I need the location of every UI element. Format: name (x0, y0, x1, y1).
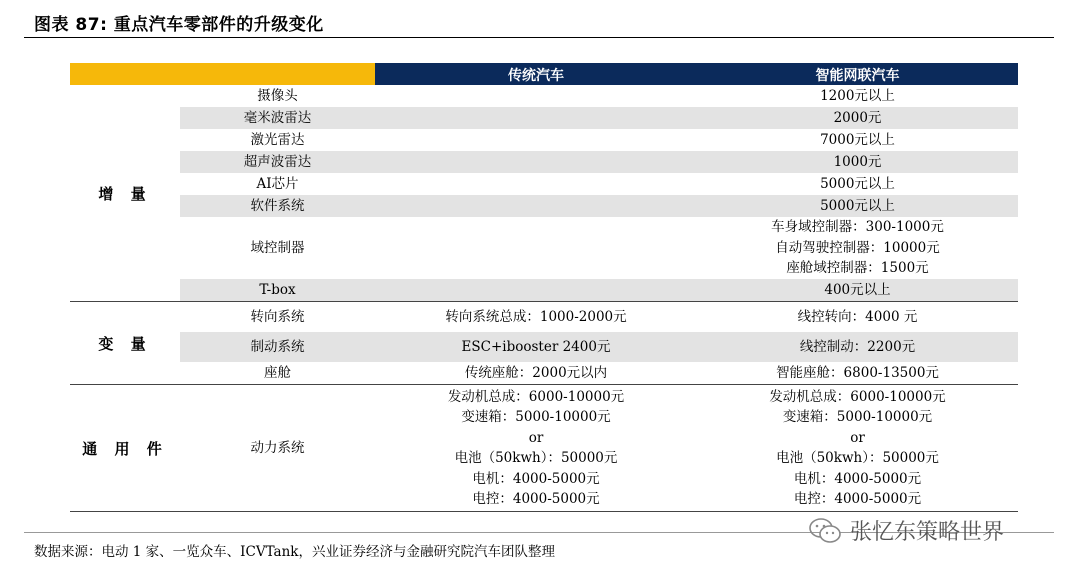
table-row (180, 279, 1018, 301)
smart-cell (697, 217, 1018, 279)
smart-cell (697, 302, 1018, 332)
item-cell: 座舱 (264, 364, 291, 381)
table-row (180, 195, 1018, 217)
cell-line: 发动机总成：6000-10000元 (769, 388, 946, 405)
smart-cell (697, 129, 1018, 151)
cell-line: 7000元以上 (820, 131, 895, 148)
smart-cell (697, 279, 1018, 301)
cell-line: 电机：4000-5000元 (793, 470, 922, 487)
item-cell: AI芯片 (256, 175, 299, 192)
smart-cell (697, 195, 1018, 217)
section-0 (70, 85, 1018, 302)
group-label: 通 用 件 (82, 439, 168, 458)
cell-line: 传统座舱：2000元以内 (464, 364, 608, 381)
header-traditional: 传统汽车 (508, 68, 564, 84)
table-row (180, 151, 1018, 173)
smart-cell (697, 385, 1018, 511)
cell-line: 变速箱：5000-10000元 (461, 409, 611, 425)
cell-line: 2000元 (833, 109, 882, 126)
traditional-cell (375, 217, 697, 279)
traditional-cell (375, 173, 697, 195)
item-cell: 制动系统 (250, 338, 305, 355)
cell-line: 5000元以上 (820, 197, 895, 214)
wechat-icon (808, 516, 842, 546)
cell-line: 5000元以上 (820, 175, 895, 192)
cell-line: 电池（50kwh）：50000元 (776, 450, 939, 466)
cell-line: 转向系统总成：1000-2000元 (445, 308, 627, 325)
cell-line: 电池（50kwh）：50000元 (454, 450, 618, 466)
item-cell: 毫米波雷达 (243, 109, 312, 126)
smart-cell (697, 85, 1018, 107)
traditional-cell (375, 85, 697, 107)
table-row (180, 129, 1018, 151)
cell-line: 智能座舱：6800-13500元 (776, 364, 939, 381)
cell-line: 座舱域控制器：1500元 (786, 260, 929, 277)
cell-line: 线控转向：4000 元 (797, 308, 918, 325)
cell-line: 变速箱：5000-10000元 (782, 409, 933, 425)
cell-line: 电控：4000-5000元 (472, 491, 600, 507)
watermark (808, 515, 1004, 546)
smart-cell (697, 107, 1018, 129)
cell-line: 400元以上 (824, 281, 891, 298)
item-cell: T-box (259, 281, 296, 298)
cell-line: 电机：4000-5000元 (472, 470, 600, 487)
item-cell: 超声波雷达 (243, 153, 312, 170)
watermark-text: 张忆东策略世界 (850, 520, 1005, 545)
item-cell: 摄像头 (257, 87, 298, 104)
traditional-cell (375, 195, 697, 217)
parts-upgrade-table (70, 63, 1018, 512)
cell-line: 发动机总成：6000-10000元 (447, 388, 625, 405)
traditional-cell (375, 279, 697, 301)
cell-line: 1000元 (833, 153, 882, 170)
header-smart: 智能网联汽车 (815, 68, 900, 84)
cell-line: 线控制动：2200元 (799, 338, 916, 355)
cell-line: 电控：4000-5000元 (793, 491, 922, 507)
source-note: 数据来源：电动 1 家、一览众车、ICVTank，兴业证券经济与金融研究院汽车团队整理 (34, 544, 555, 560)
item-cell: 转向系统 (250, 308, 305, 325)
table-row (180, 302, 1018, 332)
smart-cell (697, 173, 1018, 195)
cell-line: or (528, 429, 544, 446)
cell-line: ESC+ibooster 2400元 (461, 338, 611, 355)
cell-line: or (850, 429, 865, 446)
traditional-cell (375, 362, 697, 384)
section-2 (70, 385, 1018, 512)
table-row (180, 85, 1018, 107)
table-row (180, 173, 1018, 195)
item-cell: 软件系统 (250, 197, 305, 214)
section-1 (70, 302, 1018, 385)
figure-title: 图表 87: 重点汽车零部件的升级变化 (34, 15, 324, 35)
group-label: 变 量 (98, 334, 152, 353)
table-row (180, 332, 1018, 362)
table-row (180, 107, 1018, 129)
traditional-cell (375, 151, 697, 173)
traditional-cell (375, 129, 697, 151)
table-row (180, 385, 1018, 511)
group-label: 增 量 (98, 184, 152, 203)
table-row (180, 217, 1018, 279)
cell-line: 1200元以上 (820, 87, 895, 104)
cell-line: 车身域控制器：300-1000元 (771, 219, 944, 236)
traditional-cell (375, 107, 697, 129)
item-cell: 动力系统 (250, 439, 305, 456)
table-row (180, 362, 1018, 384)
cell-line: 自动驾驶控制器：10000元 (775, 239, 940, 256)
smart-cell (697, 332, 1018, 362)
item-cell: 激光雷达 (250, 131, 305, 148)
smart-cell (697, 362, 1018, 384)
smart-cell (697, 151, 1018, 173)
item-cell: 域控制器 (250, 239, 305, 256)
traditional-cell (375, 302, 697, 332)
title-divider (24, 37, 1054, 38)
traditional-cell (375, 332, 697, 362)
header-blank-cell (70, 63, 375, 85)
table-header (70, 63, 1018, 85)
table-body (70, 85, 1018, 512)
traditional-cell (375, 385, 697, 511)
